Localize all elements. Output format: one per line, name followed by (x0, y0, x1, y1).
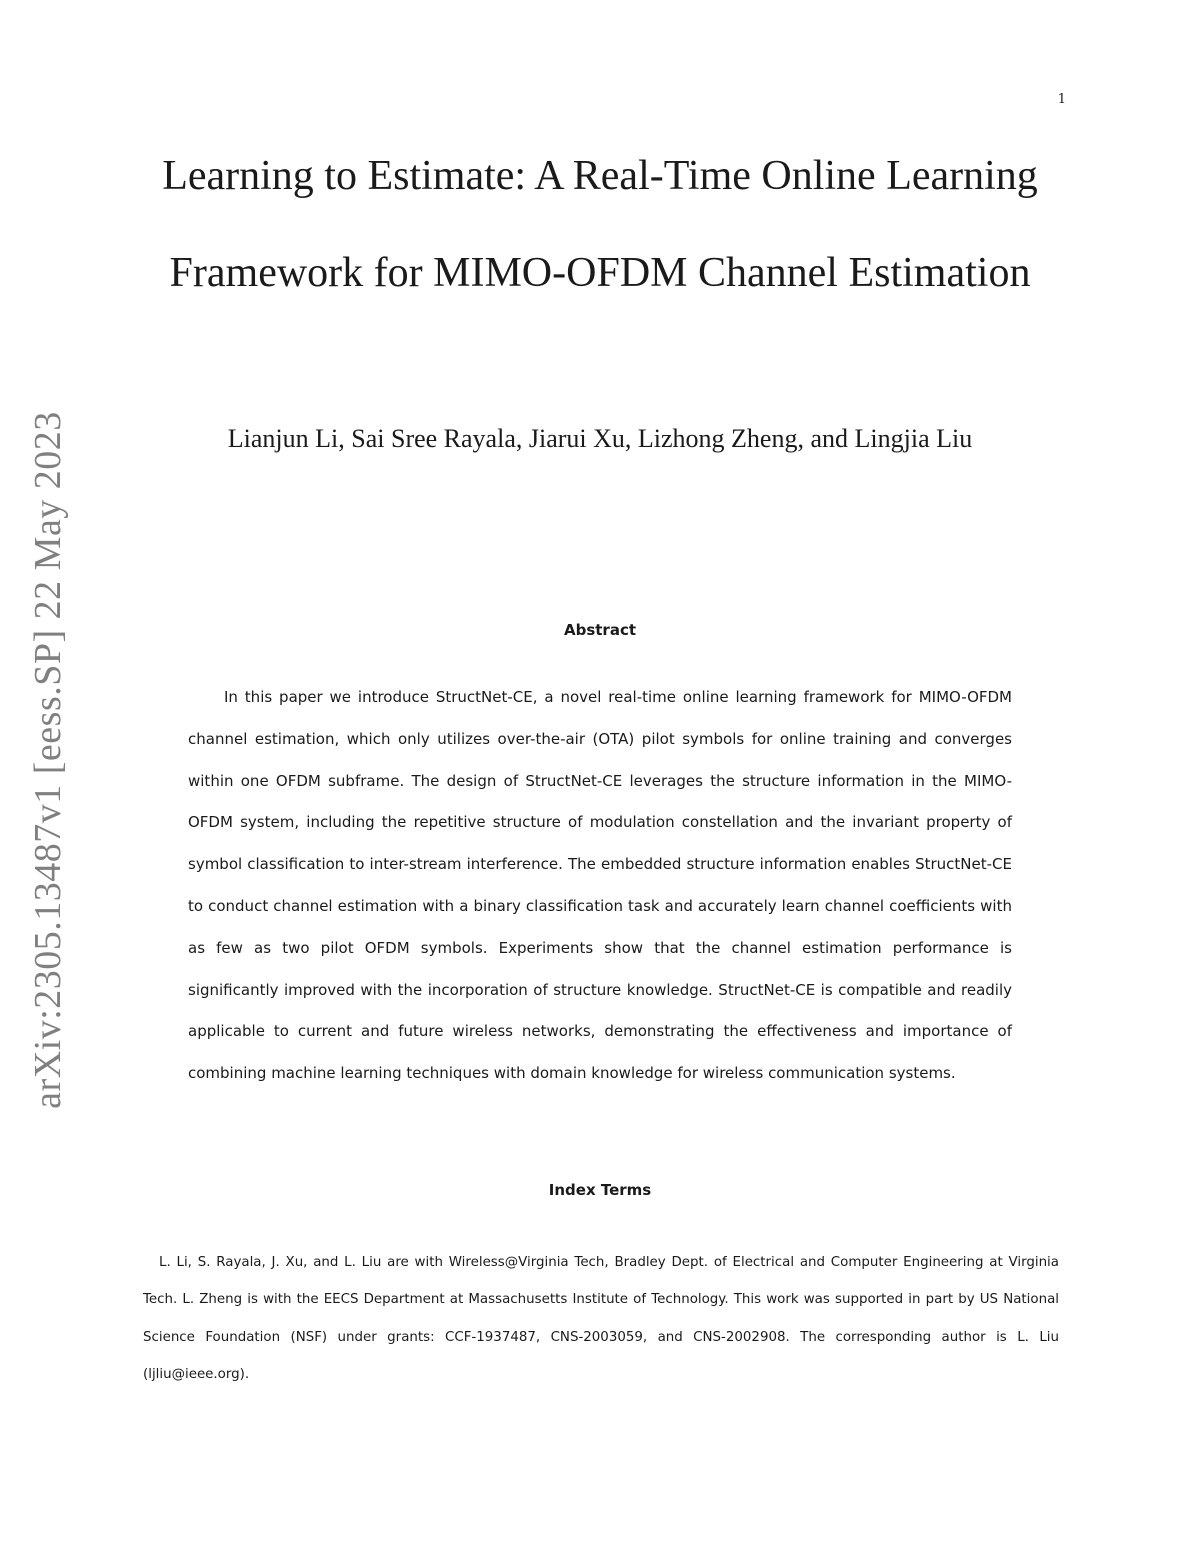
author-list: Lianjun Li, Sai Sree Rayala, Jiarui Xu, Lizhong Zheng, and Lingjia Liu (227, 424, 973, 453)
abstract-heading: Abstract (563, 621, 637, 639)
abstract-text: In this paper we introduce StructNet-CE, a novel real-time online learning framework for MIMO-OFDM channel estimation, which only utilizes over-the-air (OTA) pilot symbols for online training and converges within one OFDM subframe. The design of StructNet-CE leverages the structure information in the MIMO-OFDM system, including the repetitive structure of modulation constellation and the invariant property of symbol classification to inter-stream interference. The embedded structure information enables StructNet-CE to conduct channel estimation with a binary classification task and accurately learn channel coefficients with as few as two pilot OFDM symbols. Experiments show that the channel estimation performance is significantly improved with the incorporation of structure knowledge. StructNet-CE is compatible and readily applicable to current and future wireless networks, demonstrating the effectiveness and importance of combining machine learning techniques with domain knowledge for wireless communication systems. (188, 688, 1012, 1083)
paper-title: Learning to Estimate: A Real-Time Online Learning Framework for MIMO-OFDM Channel Estimation (162, 153, 1038, 296)
arxiv-identifier-stamp: arXiv:2305.13487v1 [eess.SP] 22 May 2023 (27, 411, 69, 1109)
index-terms-heading: Index Terms (548, 1181, 652, 1199)
author-affiliation-footnote: L. Li, S. Rayala, J. Xu, and L. Liu are with Wireless@Virginia Tech, Bradley Dept. of Electrical and Computer Engineering at Virginia Tech. L. Zheng is with the EECS Department at Massachusetts Institute of Technology. This work was supported in part by US National Science Foundation (NSF) under grants: CCF-1937487, CNS-2003059, and CNS-2002908. The corresponding author is L. Liu (ljliu@ieee.org). (143, 1255, 1059, 1382)
page-number: 1 (1057, 92, 1066, 107)
